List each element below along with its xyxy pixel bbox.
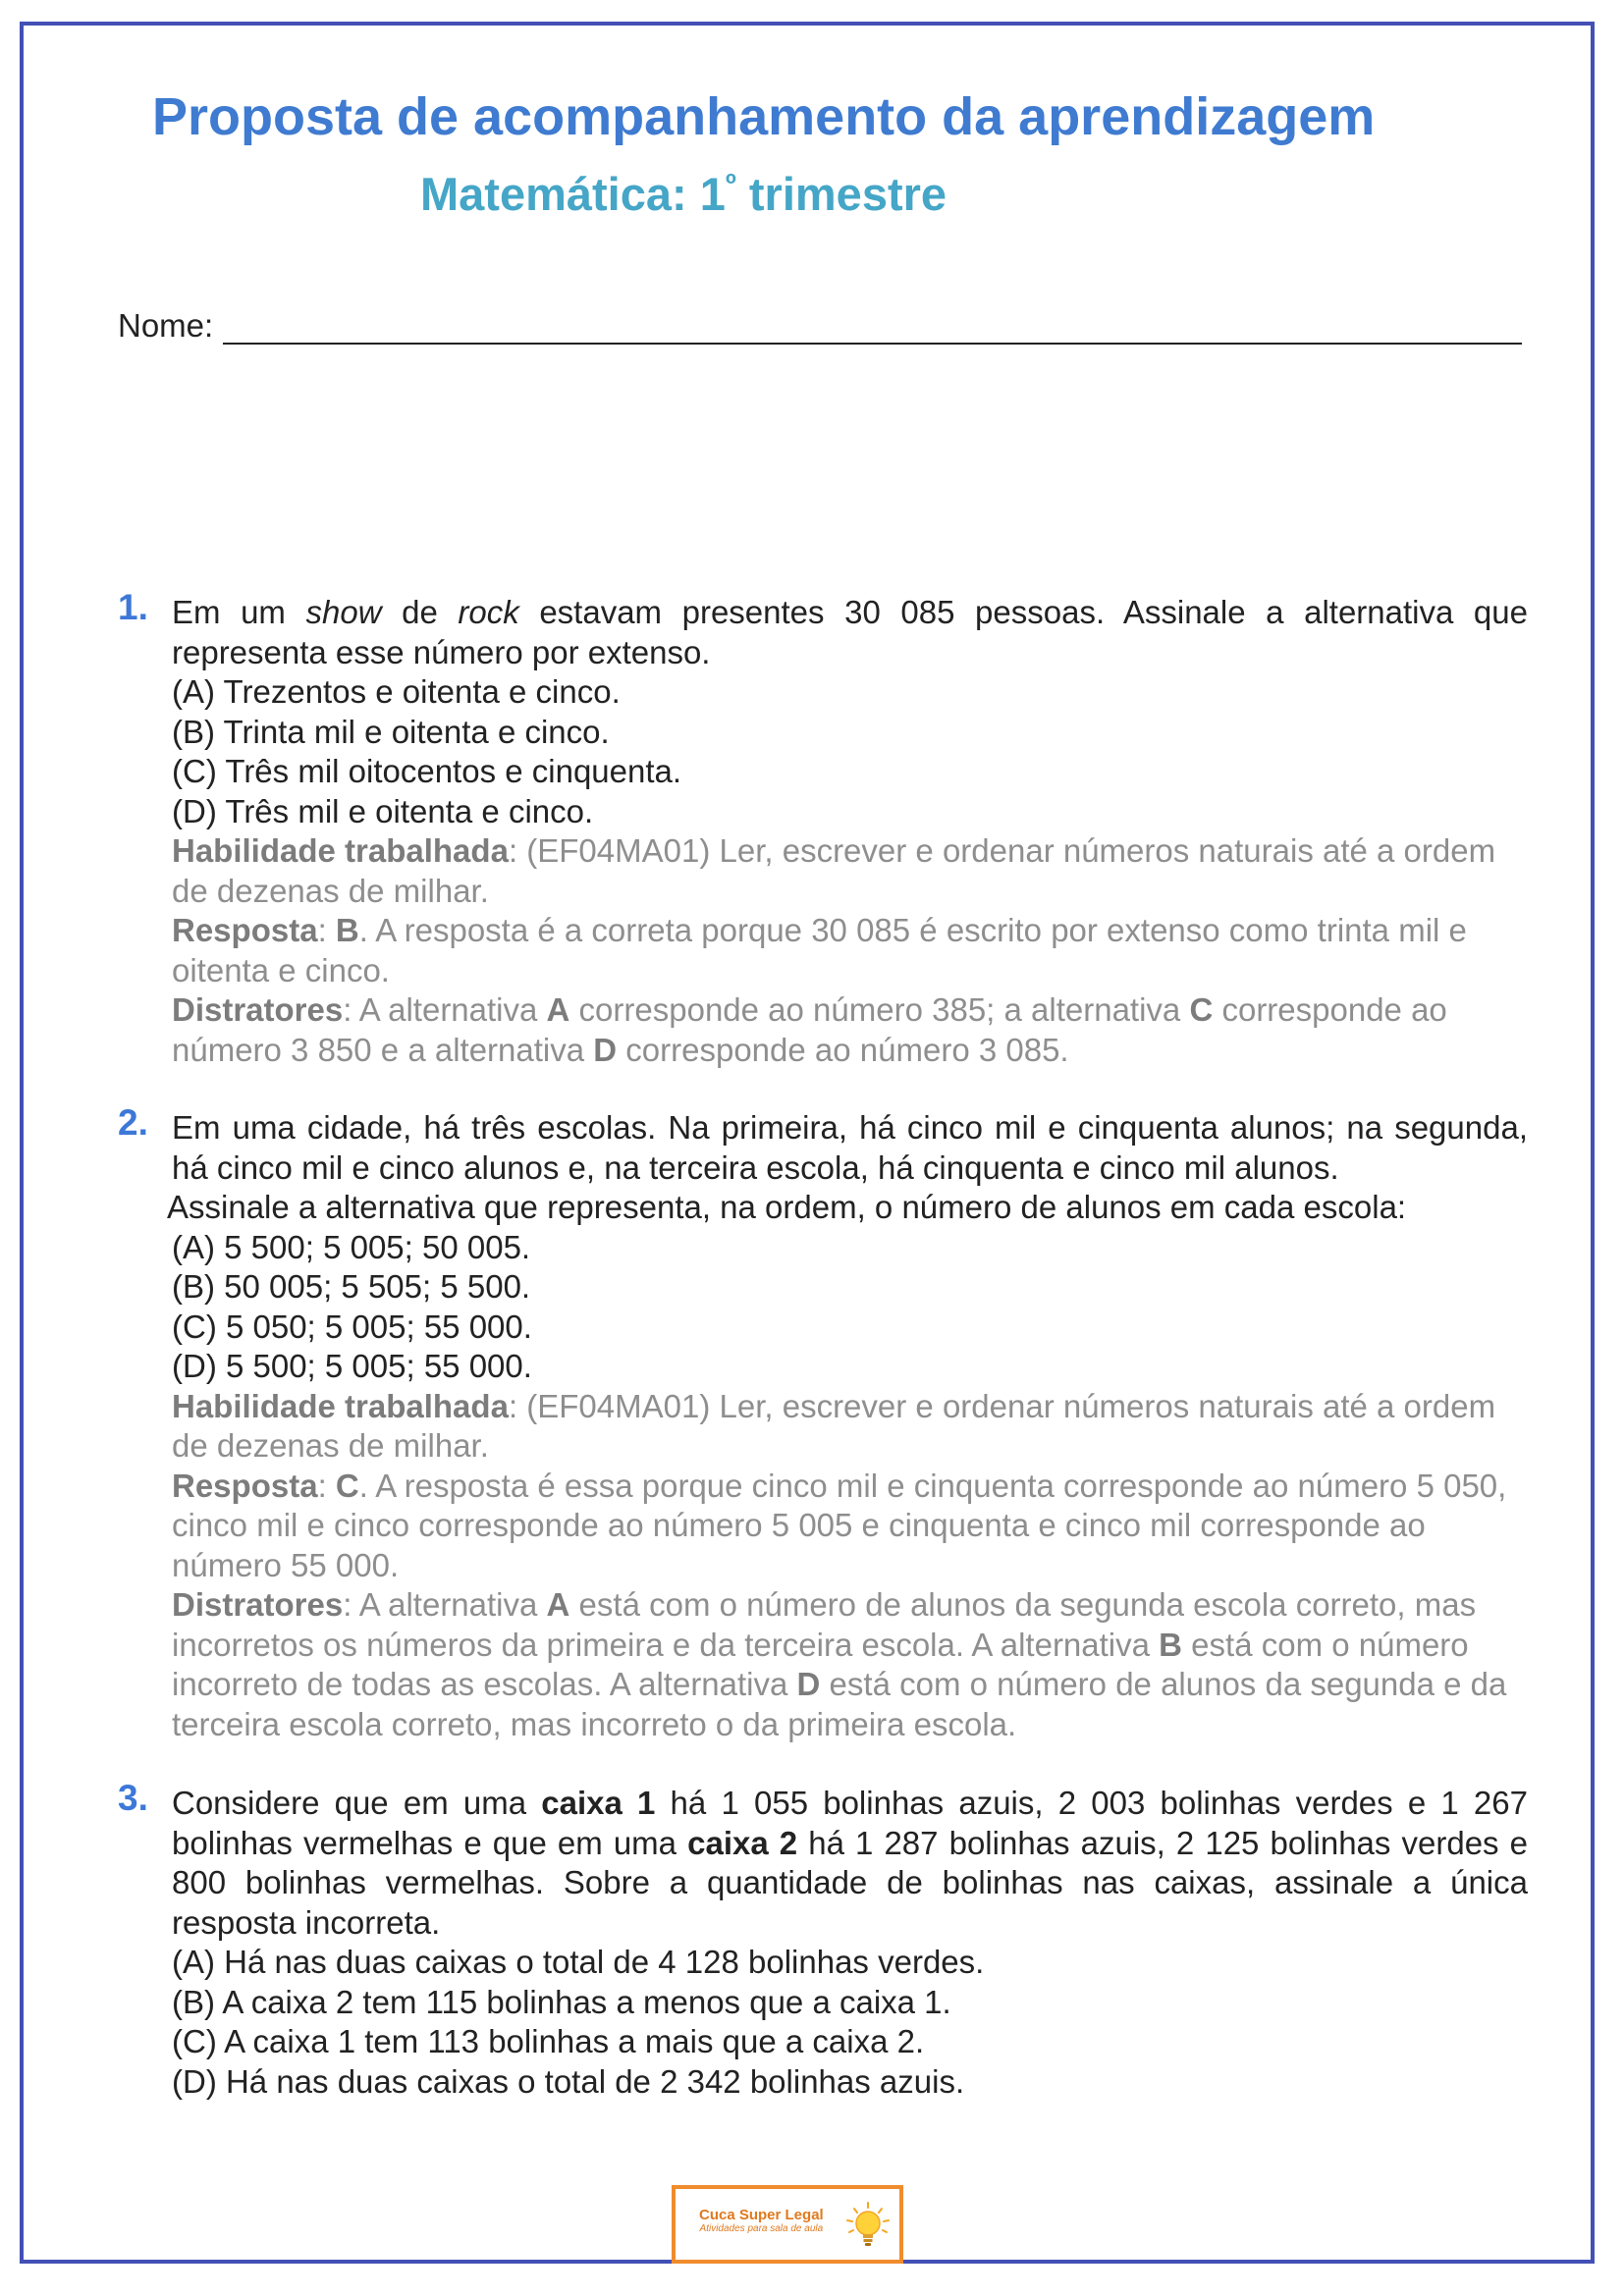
page-title: Proposta de acompanhamento da aprendizagem <box>152 87 1376 146</box>
option-a[interactable]: (A) 5 500; 5 005; 50 005. <box>172 1228 531 1265</box>
question-number: 3. <box>118 1778 148 1818</box>
option-c[interactable]: (C) A caixa 1 tem 113 bolinhas a mais que a caixa 2. <box>172 2023 925 2059</box>
question-2 <box>118 1102 1528 1744</box>
name-label: Nome: <box>118 307 214 344</box>
option-d[interactable]: (D) Três mil e oitenta e cinco. <box>172 792 594 829</box>
option-b[interactable]: (B) Trinta mil e oitenta e cinco. <box>172 713 610 750</box>
logo-tagline: Atividades para sala de aula <box>699 2223 824 2234</box>
skill-note: Habilidade trabalhada: (EF04MA01) Ler, escrever e ordenar números naturais até a ordem de dezenas de milhar. <box>172 1387 1496 1464</box>
option-a[interactable]: (A) Há nas duas caixas o total de 4 128 bolinhas verdes. <box>172 1944 985 1980</box>
question-stem: Em uma cidade, há três escolas. Na primeira, há cinco mil e cinquenta alunos; na segunda, há cinco mil e cinco alunos e, na terceira escola, há cinquenta e cinco mil alunos. <box>172 1109 1528 1186</box>
option-b[interactable]: (B) 50 005; 5 505; 5 500. <box>172 1268 531 1305</box>
question-instruction: Assinale a alternativa que representa, na ordem, o número de alunos em cada escola: <box>167 1189 1407 1225</box>
question-number: 2. <box>118 1102 148 1143</box>
option-d[interactable]: (D) 5 500; 5 005; 55 000. <box>172 1348 532 1384</box>
answer-note: Resposta: B. A resposta é a correta porque 30 085 é escrito por extenso como trinta mil e oitenta e cinco. <box>172 912 1467 988</box>
distractors-note: Distratores: A alternativa A está com o número de alunos da segunda escola correto, mas incorretos os números da primeira e da terceira escola. A alternativa B está com o número incorreto de todas as escolas. A alternativa D está com o número de alunos da segunda e da terceira escola correto, mas incorreto o da primeira escola. <box>172 1586 1507 1742</box>
name-input-line[interactable] <box>223 309 1522 345</box>
question-stem: Considere que em uma caixa 1 há 1 055 bolinhas azuis, 2 003 bolinhas verdes e 1 267 bolinhas vermelhas e que em uma caixa 2 há 1 287 bolinhas azuis, 2 125 bolinhas verdes e 800 bolinhas vermelhas. Sobre a quantidade de bolinhas nas caixas, assinale a única resposta incorreta. <box>172 1785 1528 1941</box>
option-a[interactable]: (A) Trezentos e oitenta e cinco. <box>172 673 621 710</box>
question-1 <box>118 587 1528 1070</box>
question-number: 1. <box>118 587 148 627</box>
skill-note: Habilidade trabalhada: (EF04MA01) Ler, escrever e ordenar números naturais até a ordem de dezenas de milhar. <box>172 832 1496 909</box>
option-d[interactable]: (D) Há nas duas caixas o total de 2 342 bolinhas azuis. <box>172 2062 965 2100</box>
question-stem: Em um show de rock estavam presentes 30 085 pessoas. Assinale a alternativa que representa esse número por extenso. <box>172 594 1528 670</box>
answer-note: Resposta: C. A resposta é essa porque cinco mil e cinquenta corresponde ao número 5 050, cinco mil e cinco corresponde ao número 5 005 e cinquenta e cinco mil corresponde ao número 55 000. <box>172 1467 1507 1583</box>
option-c[interactable]: (C) Três mil oitocentos e cinquenta. <box>172 753 682 789</box>
lightbulb-icon <box>844 2201 892 2250</box>
option-c[interactable]: (C) 5 050; 5 005; 55 000. <box>172 1308 532 1345</box>
logo-name: Cuca Super Legal <box>699 2207 824 2223</box>
brand-logo <box>672 2185 903 2264</box>
question-3 <box>118 1778 1528 2102</box>
option-b[interactable]: (B) A caixa 2 tem 115 bolinhas a menos que a caixa 1. <box>172 1983 951 2020</box>
page-subtitle: Matemática: $1^º$ trimestre <box>420 168 947 220</box>
name-field[interactable] <box>118 307 1522 345</box>
distractors-note: Distratores: A alternativa A corresponde ao número 385; a alternativa C corresponde ao número 3 850 e a alternativa D corresponde ao número 3 085. <box>172 991 1447 1068</box>
